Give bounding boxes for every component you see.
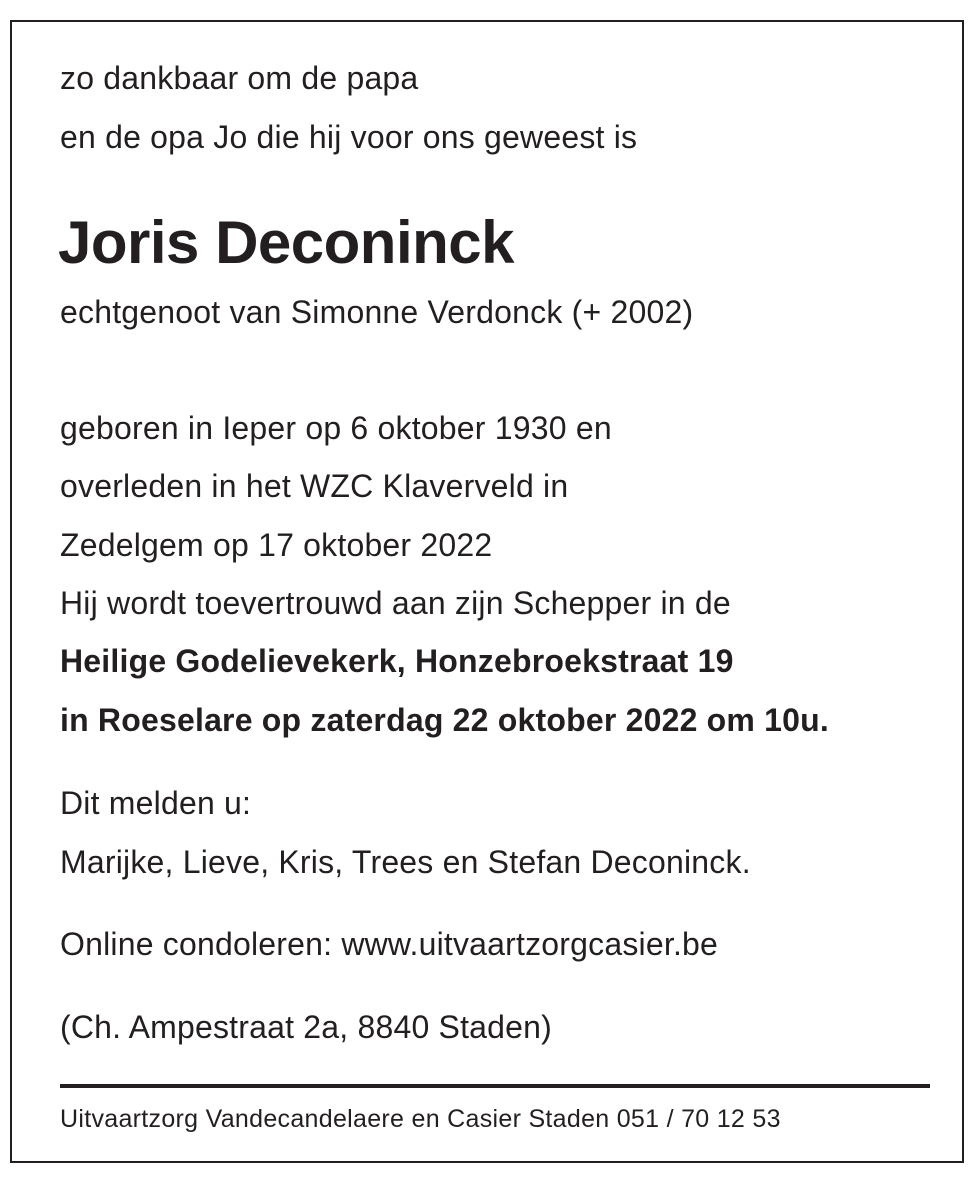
announcers-names: Marijke, Lieve, Kris, Trees en Stefan Deconinck. bbox=[60, 844, 751, 880]
address-line: (Ch. Ampestraat 2a, 8840 Staden) bbox=[60, 1009, 553, 1045]
spouse-line: echtgenoot van Simonne Verdonck (+ 2002) bbox=[60, 294, 694, 330]
death-line-2: Zedelgem op 17 oktober 2022 bbox=[60, 527, 493, 563]
birth-line: geboren in Ieper op 6 oktober 1930 en bbox=[60, 410, 612, 446]
divider bbox=[60, 1084, 930, 1088]
intro-line-1: zo dankbaar om de papa bbox=[60, 60, 419, 96]
entrusted-line: Hij wordt toevertrouwd aan zijn Schepper in de bbox=[60, 585, 731, 621]
death-line-1: overleden in het WZC Klaverveld in bbox=[60, 468, 569, 504]
ceremony-date: in Roeselare op zaterdag 22 oktober 2022 om 10u. bbox=[60, 702, 829, 738]
announcers-heading: Dit melden u: bbox=[60, 785, 252, 821]
funeral-home-footer: Uitvaartzorg Vandecandelaere en Casier Staden 051 / 70 12 53 bbox=[60, 1105, 781, 1133]
intro-line-2: en de opa Jo die hij voor ons geweest is bbox=[60, 119, 638, 155]
ceremony-location: Heilige Godelievekerk, Honzebroekstraat 19 bbox=[60, 643, 734, 679]
deceased-name: Joris Deconinck bbox=[58, 209, 515, 276]
online-condolence: Online condoleren: www.uitvaartzorgcasier.be bbox=[60, 926, 719, 962]
